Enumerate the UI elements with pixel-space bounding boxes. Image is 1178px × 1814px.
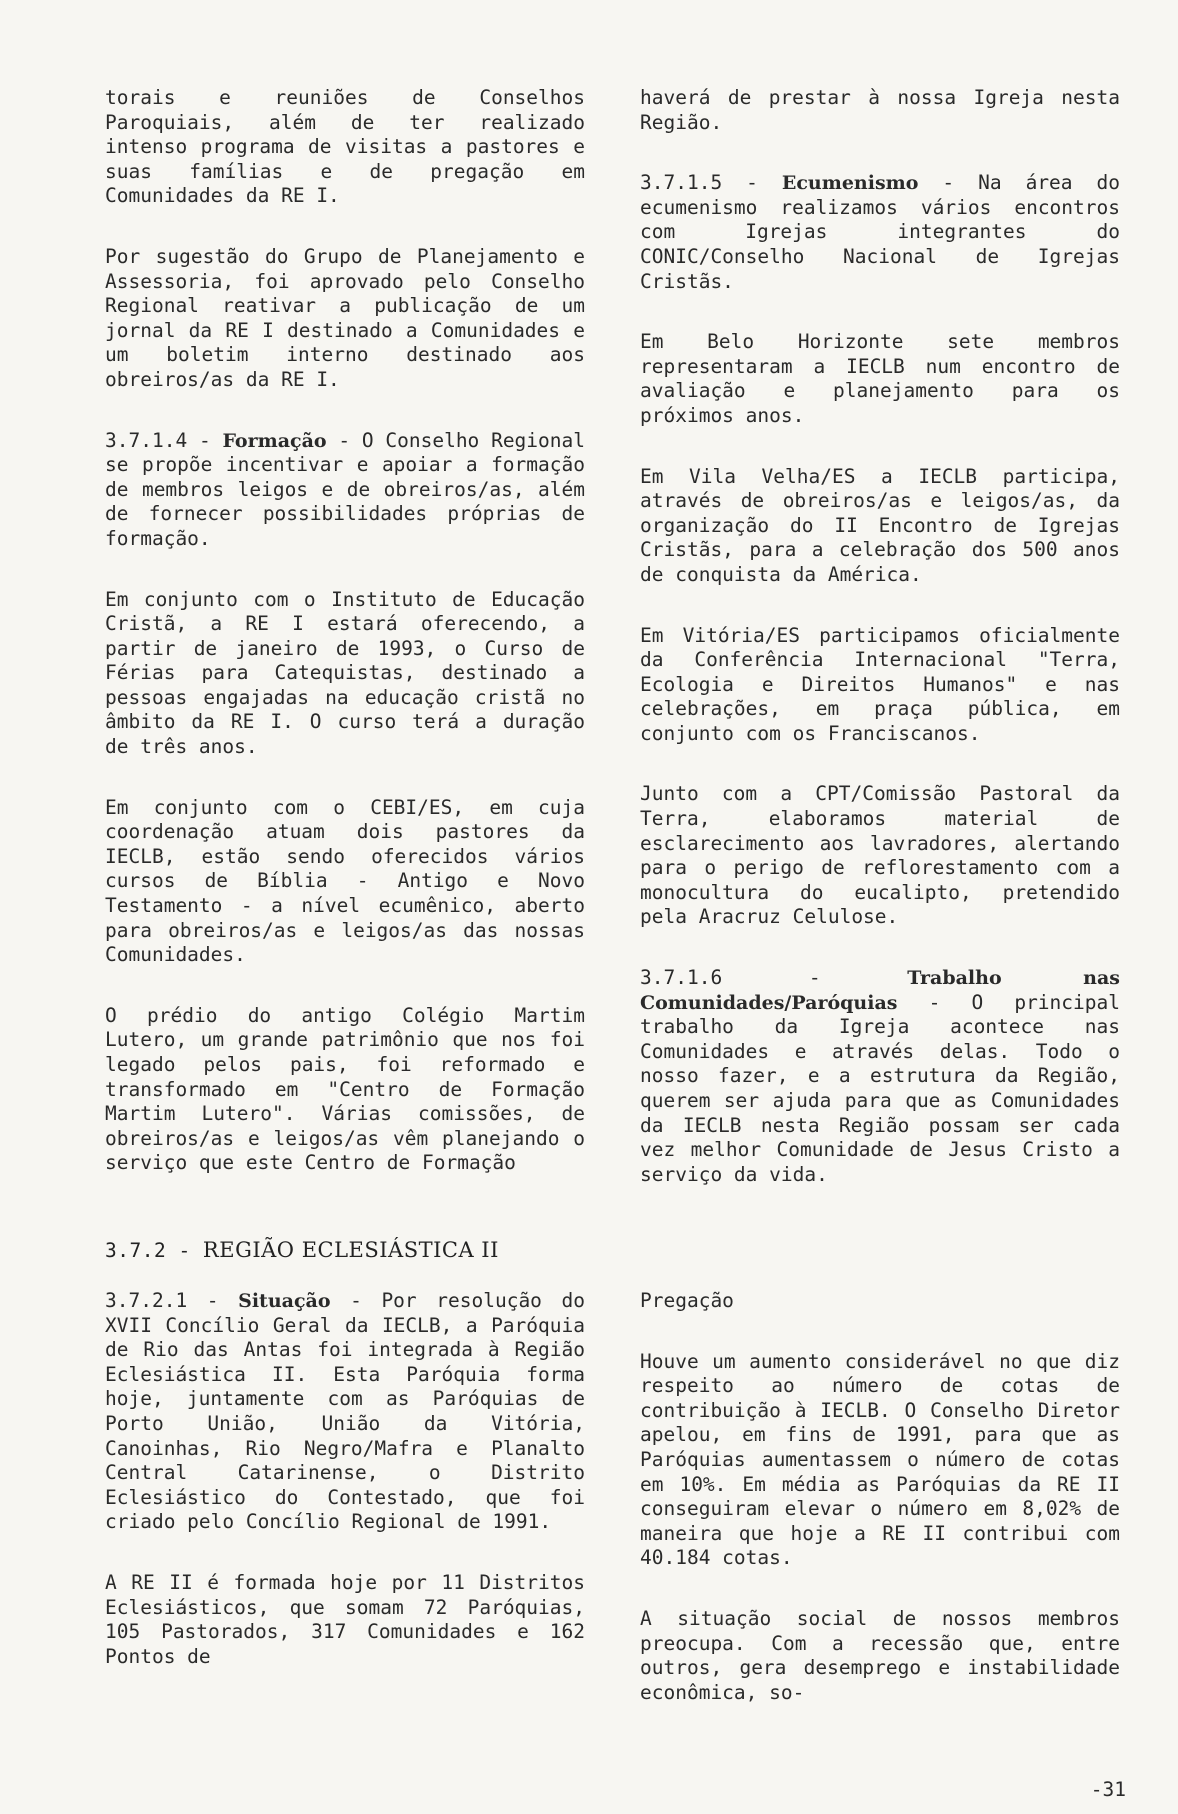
section-heading: Formação: [222, 429, 327, 452]
paragraph: Pregação: [640, 1289, 734, 1312]
paragraph: [640, 966, 1120, 1187]
paragraph: haverá de prestar à nossa Igreja nesta Região.: [640, 86, 1120, 134]
paragraph: A RE II é formada hoje por 11 Distritos Eclesiásticos, que somam 72 Paróquias, 105 Pastorados, 317 Comunidades e 162 Pontos de: [105, 1570, 585, 1668]
paragraph: Em conjunto com o Instituto de Educação Cristã, a RE I estará oferecendo, a partir de janeiro de 1993, o Curso de Férias para Catequistas, destinado a pessoas engajadas na educação cristã no âmbito da RE I. O curso terá a duração de três anos.: [105, 587, 585, 759]
section-number: 3.7.2.1 -: [105, 1289, 239, 1312]
paragraph-text: - Na área do ecumenismo realizamos vários encontros com Igrejas integrantes do CONIC/Conselho Nacional de Igrejas Cristãs.: [640, 171, 1120, 293]
paragraph: [640, 171, 1120, 294]
paragraph: Em Belo Horizonte sete membros representaram a IECLB num encontro de avaliação e planejamento para os próximos anos.: [640, 330, 1120, 427]
page-number: -31: [1090, 1778, 1126, 1801]
paragraph: Em Vila Velha/ES a IECLB participa, através de obreiros/as e leigos/as, da organização do II Encontro de Igrejas Cristãs, para a celebração dos 500 anos de conquista da América.: [640, 464, 1120, 586]
paragraph: Junto com a CPT/Comissão Pastoral da Terra, elaboramos material de esclarecimento aos lavradores, alertando para o perigo de reflorestamento com a monocultura do eucalipto, pretendido pela Aracruz Celulose.: [640, 782, 1120, 929]
left-column-top: [105, 86, 585, 1176]
section-heading: Trabalho nas Comunidades/Paróquias: [640, 967, 1120, 1014]
paragraph: Em conjunto com o CEBI/ES, em cuja coordenação atuam dois pastores da IECLB, estão sendo oferecidos vários cursos de Bíblia - Antigo e Novo Testamento - a nível ecumênico, aberto para obreiros/as e leigos/as das nossas Comunidades.: [105, 795, 585, 967]
section-title-text: REGIÃO ECLESIÁSTICA II: [202, 1238, 499, 1262]
section-title: [105, 1238, 499, 1262]
paragraph: Por sugestão do Grupo de Planejamento e Assessoria, foi aprovado pelo Conselho Regional reativar a publicação de um jornal da RE I destinado a Comunidades e um boletim interno destinado aos obreiros/as da RE I.: [105, 244, 585, 391]
paragraph: [105, 429, 585, 552]
section-heading: Ecumenismo: [781, 172, 919, 195]
paragraph: Houve um aumento considerável no que diz respeito ao número de cotas de contribuição à IECLB. O Conselho Diretor apelou, em fins de 1991, para que as Paróquias aumentassem o número de cotas em 10%. Em média as Paróquias da RE II conseguiram elevar o número em 8,02% de maneira que hoje a RE II contribui com 40.184 cotas.: [640, 1349, 1120, 1570]
section-heading: Situação: [238, 1290, 331, 1312]
right-column-bottom: [640, 1289, 1120, 1705]
paragraph: [105, 1289, 585, 1535]
section-number: 3.7.1.5 -: [640, 171, 782, 195]
paragraph: Em Vitória/ES participamos oficialmente da Conferência Internacional "Terra, Ecologia e Direitos Humanos" e nas celebrações, em praça pública, em conjunto com os Franciscanos.: [640, 623, 1120, 745]
left-column-bottom: [105, 1289, 585, 1669]
section-number: 3.7.1.4 -: [105, 428, 223, 452]
paragraph: torais e reuniões de Conselhos Paroquiais, além de ter realizado intenso programa de visitas a pastores e suas famílias e de pregação em Comunidades da RE I.: [105, 86, 585, 208]
paragraph: A situação social de nossos membros preocupa. Com a recessão que, entre outros, gera desemprego e instabilidade econômica, so-: [640, 1606, 1120, 1704]
section-title-number: 3.7.2 -: [105, 1239, 203, 1262]
paragraph-text: - Por resolução do XVII Concílio Geral da IECLB, a Paróquia de Rio das Antas foi integrada à Região Eclesiástica II. Esta Paróquia forma hoje, juntamente com as Paróquias de Porto União, União da Vitória, Canoinhas, Rio Negro/Mafra e Planalto Central Catarinense, o Distrito Eclesiástico do Contestado, que foi criado pelo Concílio Regional de 1991.: [105, 1289, 585, 1534]
paragraph-text: - O principal trabalho da Igreja acontece nas Comunidades e através delas. Todo o nosso fazer, e a estrutura da Região, querem ser ajuda para que as Comunidades da IECLB nesta Região possam ser cada vez melhor Comunidade de Jesus Cristo a serviço da vida.: [640, 990, 1120, 1186]
paragraph: O prédio do antigo Colégio Martim Lutero, um grande patrimônio que nos foi legado pelos pais, foi reformado e transformado em "Centro de Formação Martim Lutero". Várias comissões, de obreiros/as e leigos/as vêm planejando o serviço que este Centro de Formação: [105, 1003, 585, 1175]
section-number: 3.7.1.6 -: [640, 966, 908, 990]
paragraph-text: - O Conselho Regional se propõe incentivar e apoiar a formação de membros leigos e de obreiros/as, além de fornecer possibilidades próprias de formação.: [105, 428, 585, 550]
right-column-top: [640, 86, 1120, 1187]
